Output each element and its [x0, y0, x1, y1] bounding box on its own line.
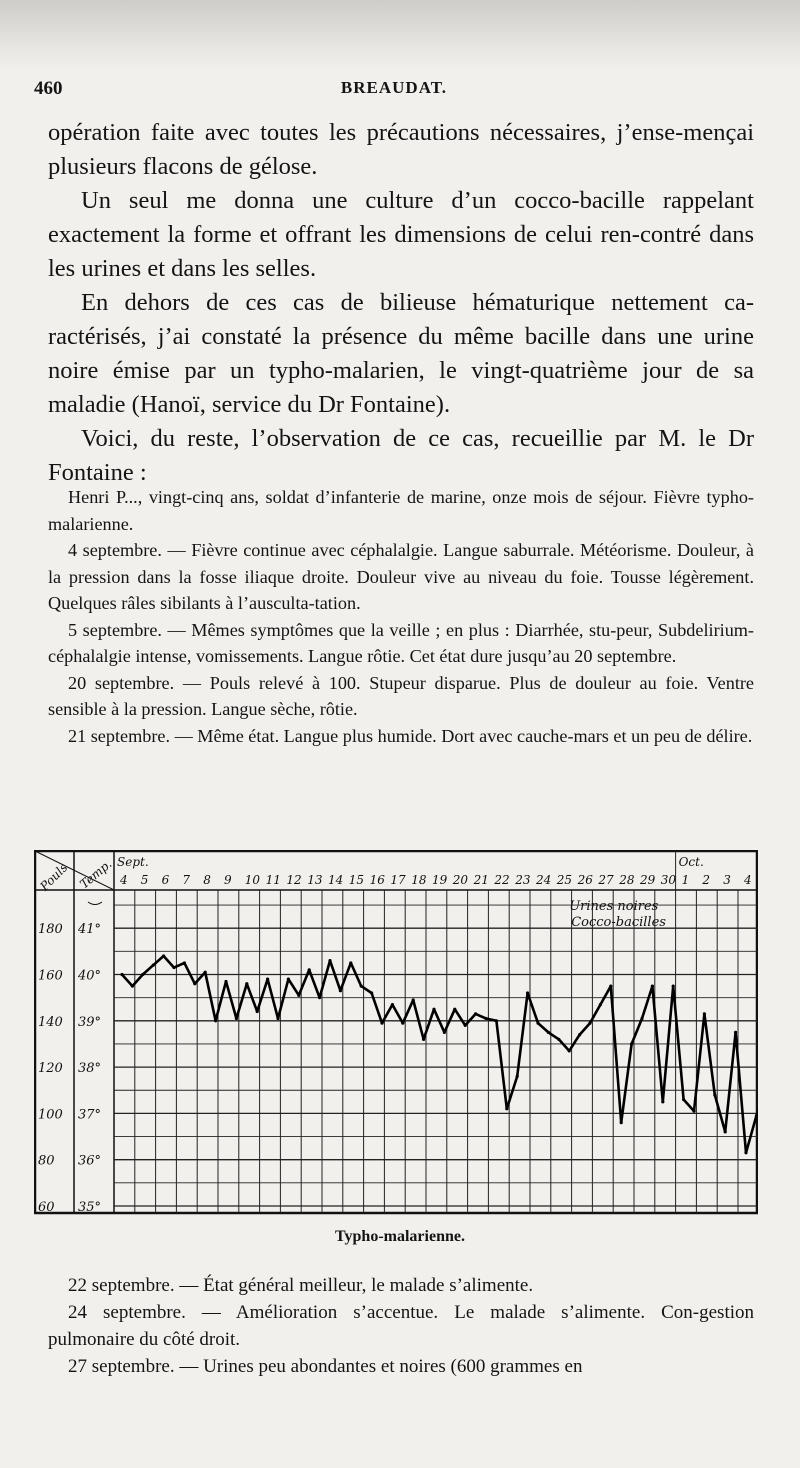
temp-tick-label: 37° [78, 1107, 102, 1123]
temperature-point [120, 973, 123, 976]
temperature-point [443, 1031, 446, 1034]
day-tick-label: 26 [577, 873, 593, 887]
observation-sept-4: 4 septembre. — Fièvre continue avec céphalalgie. Langue saburrale. Météorisme. Douleur, à la pression dans la fosse iliaque droite. Douleur vive au niveau du foie. Tousse légèrement. Quelques râles sibilants à l’ausculta-tation. [48, 540, 754, 613]
pulse-tick-label: 180 [38, 922, 63, 938]
scan-top-margin [0, 0, 800, 70]
temperature-point [432, 1008, 435, 1011]
temperature-point [713, 1093, 716, 1096]
body-text-top [48, 116, 754, 490]
temperature-point [588, 1022, 591, 1025]
temperature-point [547, 1031, 550, 1034]
day-tick-label: 29 [640, 873, 656, 887]
day-tick-label: 18 [411, 873, 427, 887]
temperature-point [672, 984, 675, 987]
temperature-point [703, 1012, 706, 1015]
day-tick-label: 12 [286, 873, 302, 887]
day-tick-label: 11 [265, 873, 281, 887]
day-tick-label: 20 [452, 873, 469, 887]
day-tick-label: 10 [244, 873, 261, 887]
temperature-point [516, 1075, 519, 1078]
temp-header: Temp. [77, 856, 115, 892]
temperature-point [692, 1109, 695, 1112]
temperature-point [401, 1022, 404, 1025]
temperature-point [526, 991, 529, 994]
body-text-bottom [48, 1272, 754, 1380]
temperature-point [651, 984, 654, 987]
day-tick-label: 16 [369, 873, 385, 887]
temp-tick-label: 36° [78, 1153, 102, 1169]
observation-sept-24: 24 septembre. — Amélioration s’accentue. Le malade s’alimente. Con-gestion pulmonaire du côté droit. [48, 1302, 754, 1350]
temperature-point [422, 1038, 425, 1041]
temperature-point [380, 1022, 383, 1025]
temperature-point [204, 971, 207, 974]
day-tick-label: 4 [120, 873, 128, 887]
pulse-tick-label: 120 [38, 1061, 63, 1077]
temp-tick-label: 40° [78, 968, 102, 984]
day-tick-label: 24 [536, 873, 552, 887]
day-tick-label: 3 [723, 873, 731, 887]
temperature-point [276, 1017, 279, 1020]
temp-tick-label: 39° [78, 1014, 102, 1030]
temperature-point [412, 998, 415, 1001]
temperature-point [734, 1031, 737, 1034]
temperature-point [297, 994, 300, 997]
temperature-point [183, 961, 186, 964]
temperature-point [224, 980, 227, 983]
day-tick-label: 4 [744, 873, 752, 887]
observation-sept-5: 5 septembre. — Mêmes symptômes que la veille ; en plus : Diarrhée, stu-peur, Subdelirium-céphalalgie intense, vomissements. Langue rôtie. Cet état dure jusqu’au 20 septembre. [48, 619, 754, 666]
page-number: 460 [34, 78, 63, 99]
temperature-point [620, 1121, 623, 1124]
temperature-point [131, 984, 134, 987]
temperature-point [599, 1003, 602, 1006]
temperature-point [349, 961, 352, 964]
top-mark-icon [88, 902, 102, 905]
day-tick-label: 8 [203, 873, 211, 887]
temperature-point [318, 996, 321, 999]
temperature-point [235, 1017, 238, 1020]
temperature-point [630, 1042, 633, 1045]
running-header [34, 78, 754, 108]
month-label-sept: Sept. [117, 855, 149, 869]
temperature-point [162, 954, 165, 957]
temperature-point [391, 1003, 394, 1006]
day-tick-label: 14 [328, 873, 344, 887]
temperature-point [557, 1038, 560, 1041]
temperature-point [536, 1022, 539, 1025]
temperature-line [122, 956, 758, 1153]
annotation-urines-noires: Urines noires [569, 899, 659, 914]
day-tick-label: 7 [182, 873, 191, 887]
paragraph-4: Voici, du reste, l’observation de ce cas, recueillie par M. le Dr Fontaine : [48, 425, 754, 486]
day-tick-label: 30 [660, 873, 677, 887]
temperature-point [141, 973, 144, 976]
temperature-point [755, 1114, 758, 1117]
month-label-oct: Oct. [678, 855, 704, 869]
pulse-tick-label: 100 [38, 1107, 63, 1123]
day-tick-label: 6 [161, 873, 170, 887]
day-tick-label: 17 [390, 873, 406, 887]
day-tick-label: 27 [598, 873, 614, 887]
temperature-point [453, 1008, 456, 1011]
temperature-point [464, 1024, 467, 1027]
temperature-point [256, 1010, 259, 1013]
temperature-point [152, 964, 155, 967]
temperature-point [724, 1130, 727, 1133]
temperature-point [193, 982, 196, 985]
observation-sept-27: 27 septembre. — Urines peu abondantes et noires (600 grammes en [68, 1356, 583, 1377]
observation-patient: Henri P..., vingt-cinq ans, soldat d’infanterie de marine, onze mois de séjour. Fièvre typho-malarienne. [48, 487, 754, 534]
running-author: BREAUDAT. [340, 78, 448, 97]
temperature-point [339, 989, 342, 992]
paragraph-2: Un seul me donna une culture d’un cocco-bacille rappelant exactement la forme et offrant les dimensions de celui ren-contré dans les urines et dans les selles. [48, 187, 754, 282]
temperature-point [287, 978, 290, 981]
day-tick-label: 13 [307, 873, 323, 887]
temperature-point [474, 1012, 477, 1015]
temperature-point [245, 982, 248, 985]
temperature-point [360, 984, 363, 987]
observation-sept-22: 22 septembre. — État général meilleur, le malade s’alimente. [68, 1275, 534, 1296]
pulse-tick-label: 60 [38, 1200, 55, 1215]
temperature-point [214, 1019, 217, 1022]
temperature-point [505, 1107, 508, 1110]
temperature-point [640, 1017, 643, 1020]
day-tick-label: 28 [619, 873, 635, 887]
day-tick-label: 5 [140, 873, 149, 887]
observation-sept-20: 20 septembre. — Pouls relevé à 100. Stupeur disparue. Plus de douleur au foie. Ventre sensible à la pression. Langue sèche, rôtie. [48, 672, 754, 719]
paragraph-3: En dehors de ces cas de bilieuse hématurique nettement ca-ractérisés, j’ai constaté la présence du même bacille dans une urine noire émise par un typho-malarien, le vingt-quatrième jour de sa maladie (Hanoï, service du Dr Fontaine). [48, 289, 754, 418]
day-tick-label: 19 [432, 873, 448, 887]
day-tick-label: 2 [702, 873, 711, 887]
temperature-point [328, 959, 331, 962]
temperature-chart [34, 850, 758, 1220]
day-tick-label: 23 [515, 873, 531, 887]
temperature-point [172, 966, 175, 969]
temperature-point [744, 1151, 747, 1154]
temperature-point [484, 1017, 487, 1020]
day-tick-label: 9 [224, 873, 232, 887]
temperature-point [578, 1033, 581, 1036]
day-tick-label: 15 [348, 873, 365, 887]
paragraph-1: opération faite avec toutes les précautions nécessaires, j’ense-menҫai plusieurs flacons de gélose. [48, 119, 754, 180]
temp-tick-label: 38° [78, 1061, 102, 1077]
day-tick-label: 1 [681, 873, 690, 887]
observation-text [48, 484, 754, 749]
annotation-cocco-bacilles: Cocco-bacilles [571, 915, 666, 930]
temperature-point [609, 984, 612, 987]
temperature-point [308, 968, 311, 971]
day-tick-label: 21 [473, 873, 489, 887]
temperature-point [495, 1019, 498, 1022]
chart-caption: Typho-malarienne. [335, 1228, 465, 1245]
pouls-header: Pouls [37, 860, 71, 894]
temperature-point [266, 978, 269, 981]
pulse-tick-label: 160 [38, 968, 63, 984]
temp-tick-label: 41° [78, 922, 102, 938]
pulse-tick-label: 140 [38, 1014, 63, 1030]
day-tick-label: 22 [494, 873, 510, 887]
pulse-tick-label: 80 [38, 1153, 55, 1169]
temperature-point [661, 1100, 664, 1103]
observation-sept-21: 21 septembre. — Même état. Langue plus humide. Dort avec cauche-mars et un peu de délire. [68, 725, 753, 746]
temperature-point [370, 991, 373, 994]
temperature-point [682, 1098, 685, 1101]
day-tick-label: 25 [556, 873, 573, 887]
temp-tick-label: 35° [78, 1200, 102, 1215]
temperature-point [568, 1049, 571, 1052]
